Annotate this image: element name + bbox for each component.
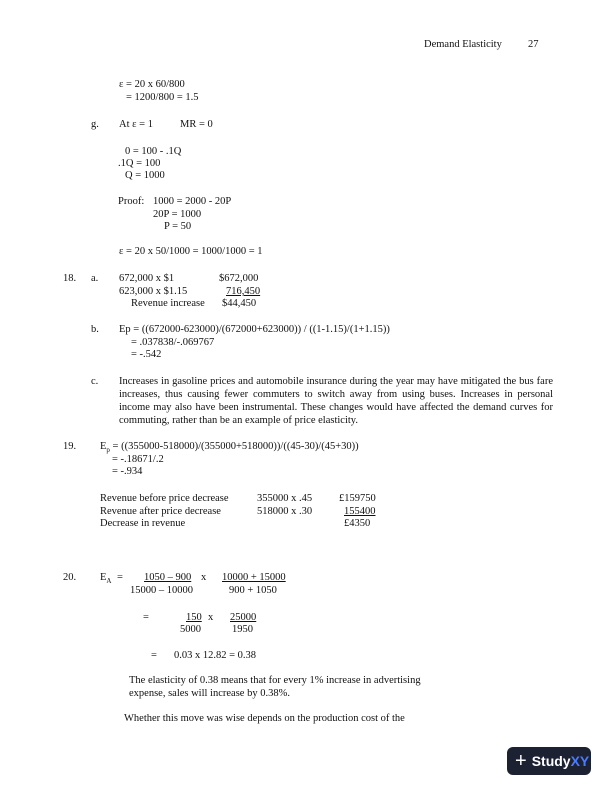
page-number: 27 (528, 39, 539, 50)
q20-interpretation: The elasticity of 0.38 means that for every 1% increase in advertising expense, sales will increase by 0.38%. (129, 675, 421, 699)
running-header-title: Demand Elasticity (424, 39, 502, 50)
part-g-proof-label: Proof: (118, 196, 145, 207)
studyxy-logo[interactable] (507, 747, 591, 775)
q18-a-row-2-calc: 623,000 x $1.15 (119, 286, 188, 297)
part-g-eq-3: Q = 1000 (125, 170, 165, 181)
q18-b-line-1: Ep = ((672000-623000)/(672000+623000)) / ((1-1.15)/(1+1.15)) (119, 324, 390, 335)
q18-b-line-2: = .037838/-.069767 (131, 337, 215, 348)
q20-number: 20. (63, 572, 77, 583)
q18-b-label: b. (91, 324, 99, 335)
q18-c-text: Increases in gasoline prices and automobile insurance during the year may have mitigated the bus fare increases, thus causing fewer commuters to switch away from using buses. Increases in personal income may also have been instrumental. These changes would have affected the demand curves for commuting, rather than be an example of price elasticity. (119, 376, 553, 426)
brand-name-accent: XY (570, 752, 590, 769)
part-g-proof-1: 1000 = 2000 - 20P (153, 196, 232, 207)
q20-num-1: 1050 – 900 (144, 572, 192, 583)
plus-icon: + (515, 750, 527, 772)
q18-c-label: c. (91, 376, 99, 387)
q18-a-row-2-value: 716,450 (226, 286, 261, 297)
part-g-mr: MR = 0 (180, 119, 213, 130)
q19-e-label: E (100, 441, 107, 452)
q20-equals-3: = (151, 650, 157, 661)
q19-e-formula: = ((355000-518000)/(355000+518000))/((45-30)/(45+30)) (109, 441, 359, 452)
part-g-label: g. (91, 119, 99, 130)
q20-simplified-den-1: 5000 (180, 624, 201, 635)
q18-a-row-3-calc: Revenue increase (131, 298, 205, 309)
q18-number: 18. (63, 273, 77, 284)
q19-row-1-label: Revenue before price decrease (100, 493, 229, 504)
q18-a-row-1-calc: 672,000 x $1 (119, 273, 175, 284)
part-g-intro: At ε = 1 (119, 119, 153, 130)
q19-number: 19. (63, 441, 77, 452)
part-g-proof-3: P = 50 (164, 221, 192, 232)
q18-b-line-3: = -.542 (131, 349, 162, 360)
q20-simplified-den-2: 1950 (232, 624, 253, 635)
q18-a-row-3-value: $44,450 (222, 298, 257, 309)
q20-e-symbol (100, 571, 111, 588)
q19-row-1-calc: 355000 x .45 (257, 493, 313, 504)
q19-row-1-value: £159750 (339, 493, 376, 504)
q19-e-sub: p (106, 446, 110, 455)
q20-times-1: x (201, 572, 207, 583)
q20-equals-1: = (117, 572, 123, 583)
q20-result: 0.03 x 12.82 = 0.38 (174, 650, 257, 661)
q19-row-2-value: 155400 (344, 506, 376, 517)
q19-row-3-label: Decrease in revenue (100, 518, 186, 529)
q20-num-2: 10000 + 15000 (222, 572, 286, 583)
part-g-elasticity: ε = 20 x 50/1000 = 1000/1000 = 1 (119, 246, 263, 257)
q19-line-3: = -.934 (112, 466, 143, 477)
q18-a-label: a. (91, 273, 99, 284)
q20-e-sub: A (106, 577, 112, 586)
q20-conclusion: Whether this move was wise depends on the production cost of the (124, 713, 405, 724)
part-f-line-2: = 1200/800 = 1.5 (126, 92, 199, 103)
part-f-line-1: ε = 20 x 60/800 (119, 79, 185, 90)
q20-simplified-num-2: 25000 (230, 612, 257, 623)
q18-a-row-1-value: $672,000 (219, 273, 259, 284)
part-g-eq-2: .1Q = 100 (118, 158, 161, 169)
q20-simplified-num-1: 150 (186, 612, 202, 623)
q19-row-3-value: £4350 (344, 518, 371, 529)
q19-line-2: = -.18671/.2 (112, 454, 164, 465)
q19-row-2-label: Revenue after price decrease (100, 506, 221, 517)
part-g-eq-1: 0 = 100 - .1Q (125, 146, 182, 157)
brand-name: Study (531, 752, 571, 769)
q20-den-1: 15000 – 10000 (130, 585, 193, 596)
q20-times-2: x (208, 612, 214, 623)
q20-den-2: 900 + 1050 (229, 585, 277, 596)
q19-row-2-calc: 518000 x .30 (257, 506, 313, 517)
q20-e-label: E (100, 572, 107, 583)
q20-equals-2: = (143, 612, 149, 623)
part-g-proof-2: 20P = 1000 (153, 209, 202, 220)
